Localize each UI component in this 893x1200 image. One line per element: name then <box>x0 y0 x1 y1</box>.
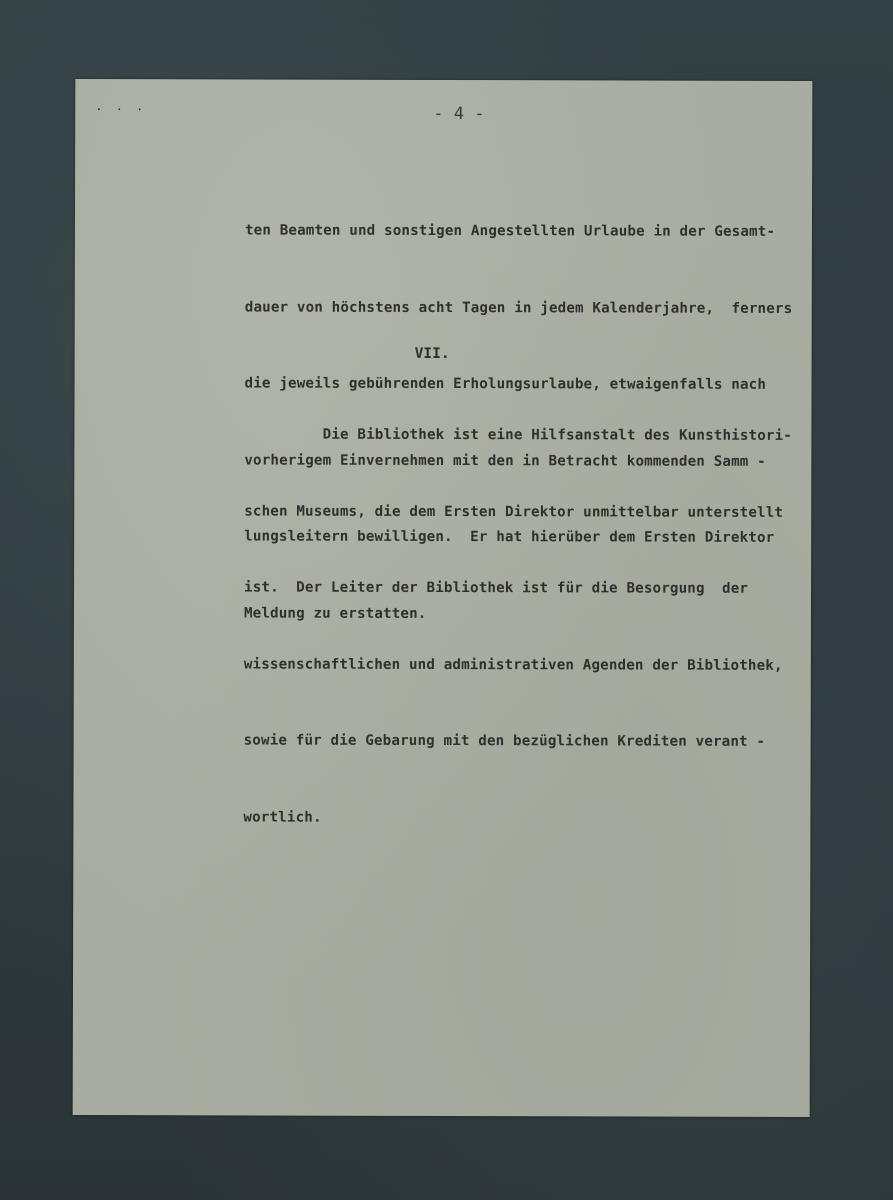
document-page <box>73 79 813 1117</box>
paragraph-line: dauer von höchstens acht Tagen in jedem Kalenderjahre, ferners <box>244 298 793 317</box>
paragraph-line: ten Beamten und sonstigen Angestellten Urlaube in der Gesamt- <box>244 222 776 240</box>
paragraph-line: Meldung zu erstatten. <box>243 604 427 622</box>
paragraph-line: ist. Der Leiter der Bibliothek ist für die Besorgung der <box>244 579 749 597</box>
paragraph-2 <box>243 371 814 882</box>
paragraph-line: wortlich. <box>243 808 322 826</box>
paragraph-line: schen Museums, die dem Ersten Direktor unmittelbar unterstellt <box>244 502 784 521</box>
section-heading: VII. <box>414 345 450 363</box>
paragraph-line: vorherigem Einvernehmen mit den in Betracht kommenden Samm - <box>244 451 766 470</box>
page-number: - 4 - <box>433 103 485 125</box>
paragraph-line: lungsleitern bewilligen. Er hat hierüber dem Ersten Direktor <box>244 528 775 546</box>
corner-marks: . . . <box>95 99 147 114</box>
paragraph-line: Die Bibliothek ist eine Hilfsanstalt des Kunsthistori- <box>244 426 793 444</box>
paragraph-line: wissenschaftlichen und administrativen Agenden der Bibliothek, <box>243 655 783 674</box>
paragraph-line: sowie für die Gebarung mit den bezüglichen Krediten verant - <box>243 732 766 750</box>
paragraph-line: die jeweils gebührenden Erholungsurlaube, etwaigenfalls nach <box>244 375 767 393</box>
